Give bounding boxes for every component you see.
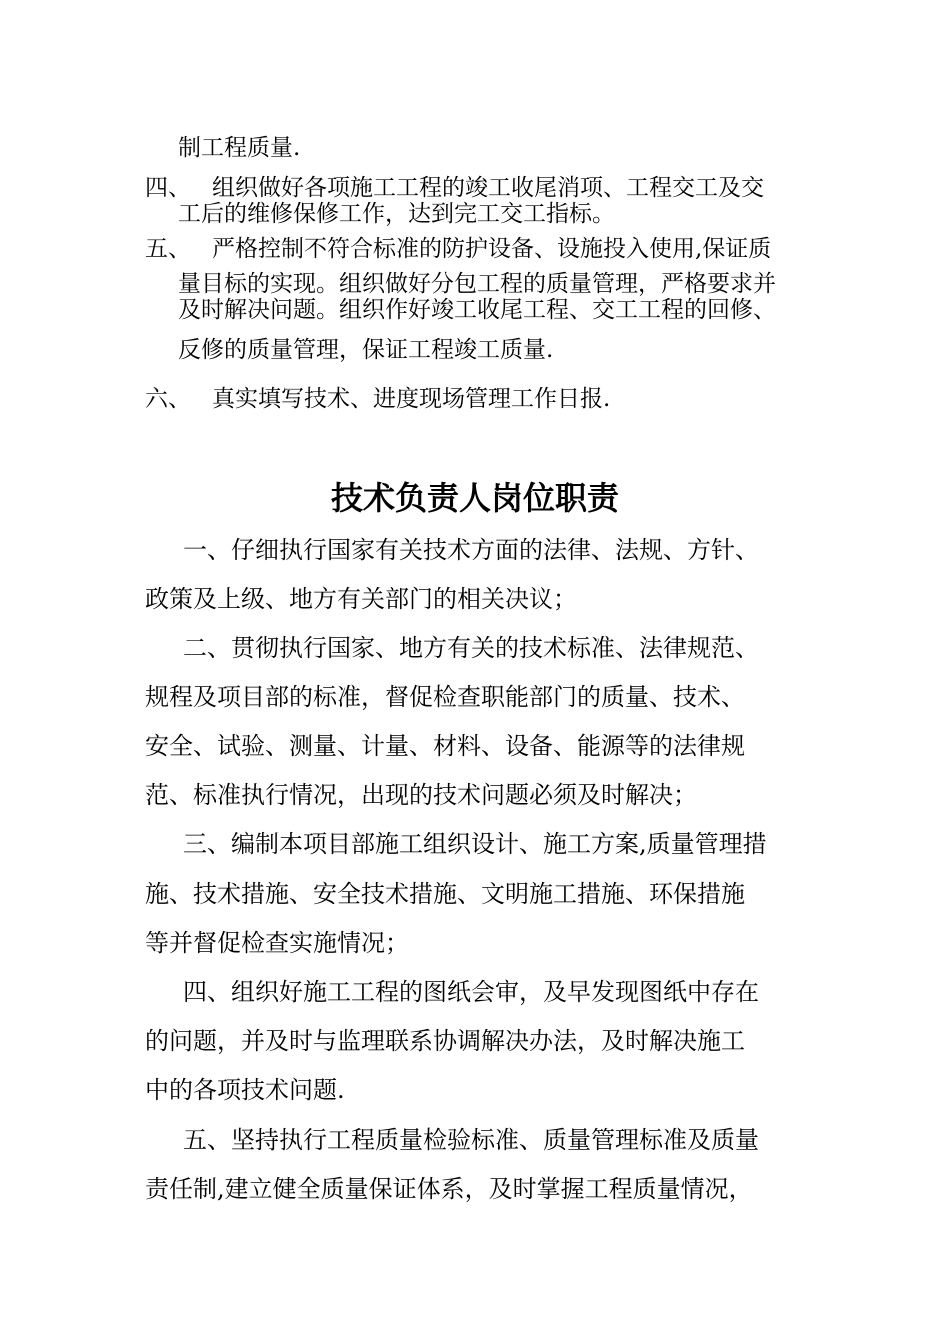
duty-line: 五、坚持执行工程质量检验标准、质量管理标准及质量 — [183, 1126, 759, 1154]
text-line: 严格控制不符合标准的防护设备、设施投入使用,保证质 — [212, 236, 772, 262]
text-line: 量目标的实现。组织做好分包工程的质量管理，严格要求并 — [178, 271, 776, 297]
duty-line: 二、贯彻执行国家、地方有关的技术标准、法律规范、 — [183, 634, 759, 662]
text-line: 真实填写技术、进度现场管理工作日报. — [212, 386, 611, 412]
duty-line: 的问题，并及时与监理联系协调解决办法，及时解决施工 — [145, 1027, 745, 1055]
text-line: 及时解决问题。组织作好竣工收尾工程、交工工程的回修、 — [178, 297, 776, 323]
list-marker: 四、 — [145, 175, 191, 201]
duty-line: 等并督促检查实施情况； — [145, 929, 409, 957]
duty-line: 责任制,建立健全质量保证体系，及时掌握工程质量情况， — [145, 1175, 753, 1203]
duty-line: 安全、试验、测量、计量、材料、设备、能源等的法律规 — [145, 732, 745, 760]
text-line: 制工程质量. — [178, 135, 301, 161]
text-line: 反修的质量管理，保证工程竣工质量. — [178, 337, 554, 363]
duty-line: 四、组织好施工工程的图纸会审，及早发现图纸中存在 — [183, 978, 759, 1006]
duty-line: 中的各项技术问题. — [145, 1076, 345, 1104]
list-marker: 六、 — [145, 386, 191, 412]
section-title: 技术负责人岗位职责 — [330, 479, 619, 517]
text-line: 工后的维修保修工作，达到完工交工指标。 — [178, 201, 615, 227]
duty-line: 三、编制本项目部施工组织设计、施工方案,质量管理措 — [183, 830, 767, 858]
list-marker: 五、 — [145, 236, 191, 262]
duty-line: 一、仔细执行国家有关技术方面的法律、法规、方针、 — [183, 536, 759, 564]
duty-line: 范、标准执行情况，出现的技术问题必须及时解决； — [145, 781, 697, 809]
duty-line: 规程及项目部的标准，督促检查职能部门的质量、技术、 — [145, 683, 745, 711]
text-line: 组织做好各项施工工程的竣工收尾消项、工程交工及交 — [212, 175, 764, 201]
duty-line: 政策及上级、地方有关部门的相关决议； — [145, 585, 577, 613]
duty-line: 施、技术措施、安全技术措施、文明施工措施、环保措施 — [145, 880, 745, 908]
